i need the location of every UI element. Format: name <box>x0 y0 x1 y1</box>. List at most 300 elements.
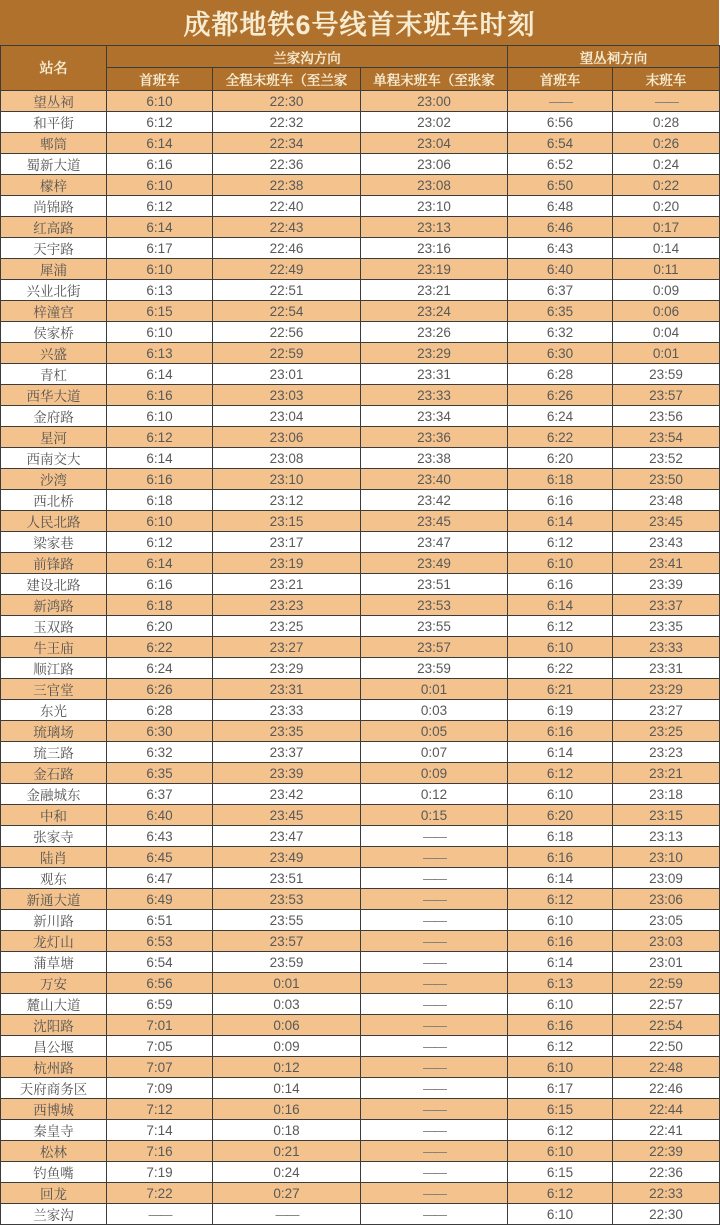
time-cell: 6:22 <box>508 427 613 448</box>
time-cell: 0:09 <box>613 280 720 301</box>
station-name-cell: 中和 <box>1 805 107 826</box>
time-cell: 6:18 <box>107 595 213 616</box>
time-cell: 6:54 <box>508 133 613 154</box>
time-cell: 6:10 <box>107 322 213 343</box>
time-cell: 6:19 <box>508 700 613 721</box>
time-cell: 6:37 <box>508 280 613 301</box>
time-cell: 23:04 <box>213 406 361 427</box>
table-row <box>1 1162 720 1183</box>
station-name-cell: 万安 <box>1 973 107 994</box>
time-cell: —— <box>361 973 508 994</box>
time-cell: 7:14 <box>107 1120 213 1141</box>
time-cell: 7:19 <box>107 1162 213 1183</box>
table-row <box>1 385 720 406</box>
time-cell: 23:42 <box>361 490 508 511</box>
station-column-header: 站名 <box>1 46 107 91</box>
time-cell: 0:09 <box>361 763 508 784</box>
table-row <box>1 637 720 658</box>
time-cell: 22:59 <box>613 973 720 994</box>
time-cell: 23:33 <box>213 700 361 721</box>
station-name-cell: 和平街 <box>1 112 107 133</box>
table-row <box>1 238 720 259</box>
time-cell: 6:10 <box>107 175 213 196</box>
table-row <box>1 574 720 595</box>
table-row <box>1 259 720 280</box>
station-name-cell: 琉璃场 <box>1 721 107 742</box>
time-cell: 6:24 <box>107 658 213 679</box>
time-cell: 23:31 <box>613 658 720 679</box>
time-cell: 6:16 <box>508 931 613 952</box>
table-row <box>1 427 720 448</box>
time-cell: —— <box>361 994 508 1015</box>
time-cell: 6:52 <box>508 154 613 175</box>
time-cell: 23:13 <box>613 826 720 847</box>
right-last-train-header: 末班车 <box>613 68 720 91</box>
time-cell: 23:39 <box>213 763 361 784</box>
time-cell: 22:33 <box>613 1183 720 1204</box>
time-cell: 6:18 <box>508 469 613 490</box>
time-cell: 23:56 <box>613 406 720 427</box>
time-cell: 6:12 <box>508 1120 613 1141</box>
time-cell: 23:35 <box>613 616 720 637</box>
time-cell: 23:01 <box>613 952 720 973</box>
page-title: 成都地铁6号线首末班车时刻 <box>183 10 536 40</box>
time-cell: 6:56 <box>508 112 613 133</box>
time-cell: 0:04 <box>613 322 720 343</box>
time-cell: 0:24 <box>213 1162 361 1183</box>
time-cell: 23:31 <box>213 679 361 700</box>
time-cell: 6:14 <box>508 742 613 763</box>
time-cell: 6:10 <box>508 910 613 931</box>
time-cell: 23:57 <box>613 385 720 406</box>
time-cell: 6:46 <box>508 217 613 238</box>
time-cell: 6:14 <box>508 595 613 616</box>
time-cell: 23:08 <box>213 448 361 469</box>
time-cell: 7:12 <box>107 1099 213 1120</box>
table-row <box>1 196 720 217</box>
time-cell: 0:11 <box>613 259 720 280</box>
station-name-cell: 新川路 <box>1 910 107 931</box>
time-cell: 23:13 <box>361 217 508 238</box>
table-row <box>1 931 720 952</box>
time-cell: 23:29 <box>613 679 720 700</box>
time-cell: 6:17 <box>508 1078 613 1099</box>
time-cell: 23:19 <box>213 553 361 574</box>
time-cell: 0:03 <box>213 994 361 1015</box>
time-cell: —— <box>361 1162 508 1183</box>
time-cell: 6:10 <box>107 511 213 532</box>
time-cell: 23:23 <box>613 742 720 763</box>
time-cell: 0:20 <box>613 196 720 217</box>
station-name-cell: 兴盛 <box>1 343 107 364</box>
time-cell: 23:21 <box>213 574 361 595</box>
time-cell: 23:39 <box>613 574 720 595</box>
table-row <box>1 889 720 910</box>
timetable-body <box>1 91 720 1225</box>
time-cell: 23:21 <box>613 763 720 784</box>
time-cell: —— <box>361 931 508 952</box>
station-name-cell: 金府路 <box>1 406 107 427</box>
time-cell: 23:37 <box>613 595 720 616</box>
time-cell: 6:14 <box>508 511 613 532</box>
time-cell: —— <box>361 910 508 931</box>
time-cell: 0:01 <box>613 343 720 364</box>
time-cell: 23:55 <box>213 910 361 931</box>
station-name-cell: 郫筒 <box>1 133 107 154</box>
table-row <box>1 511 720 532</box>
station-name-cell: 钓鱼嘴 <box>1 1162 107 1183</box>
time-cell: 6:40 <box>107 805 213 826</box>
time-cell: 23:06 <box>613 889 720 910</box>
time-cell: 22:44 <box>613 1099 720 1120</box>
time-cell: 23:15 <box>213 511 361 532</box>
time-cell: 6:28 <box>107 700 213 721</box>
time-cell: —— <box>361 847 508 868</box>
time-cell: 23:29 <box>361 343 508 364</box>
time-cell: 23:15 <box>613 805 720 826</box>
time-cell: 6:16 <box>508 847 613 868</box>
table-row <box>1 1036 720 1057</box>
time-cell: 23:08 <box>361 175 508 196</box>
time-cell: 7:09 <box>107 1078 213 1099</box>
time-cell: 6:54 <box>107 952 213 973</box>
station-name-cell: 侯家桥 <box>1 322 107 343</box>
time-cell: 6:51 <box>107 910 213 931</box>
time-cell: 23:51 <box>361 574 508 595</box>
time-cell: 0:24 <box>613 154 720 175</box>
right-first-train-header: 首班车 <box>508 68 613 91</box>
time-cell: 23:19 <box>361 259 508 280</box>
time-cell: 6:10 <box>508 994 613 1015</box>
table-row <box>1 700 720 721</box>
time-cell: 6:56 <box>107 973 213 994</box>
time-cell: 23:45 <box>613 511 720 532</box>
station-name-cell: 梁家巷 <box>1 532 107 553</box>
left-short-last-train-header: 单程末班车（至张家 <box>361 68 508 91</box>
time-cell: 0:14 <box>213 1078 361 1099</box>
time-cell: 22:48 <box>613 1057 720 1078</box>
table-row <box>1 742 720 763</box>
direction-right-header: 望丛祠方向 <box>508 46 720 68</box>
time-cell: 6:20 <box>508 448 613 469</box>
time-cell: 7:22 <box>107 1183 213 1204</box>
time-cell: 23:29 <box>213 658 361 679</box>
table-row <box>1 364 720 385</box>
time-cell: 0:18 <box>213 1120 361 1141</box>
time-cell: 6:30 <box>107 721 213 742</box>
table-row <box>1 595 720 616</box>
table-row <box>1 301 720 322</box>
station-name-cell: 前锋路 <box>1 553 107 574</box>
time-cell: 22:50 <box>613 1036 720 1057</box>
direction-header-row <box>1 46 720 68</box>
time-cell: 23:03 <box>213 385 361 406</box>
time-cell: —— <box>508 91 613 112</box>
time-cell: 6:49 <box>107 889 213 910</box>
time-cell: 22:56 <box>213 322 361 343</box>
time-cell: 6:22 <box>107 637 213 658</box>
time-cell: 6:13 <box>107 280 213 301</box>
time-cell: 23:45 <box>361 511 508 532</box>
time-cell: 6:13 <box>508 973 613 994</box>
station-name-cell: 麓山大道 <box>1 994 107 1015</box>
time-cell: 6:14 <box>107 217 213 238</box>
table-row <box>1 91 720 112</box>
time-cell: 6:12 <box>508 763 613 784</box>
table-row <box>1 553 720 574</box>
time-cell: —— <box>361 868 508 889</box>
time-cell: 23:50 <box>613 469 720 490</box>
time-cell: 6:12 <box>508 532 613 553</box>
time-cell: 22:51 <box>213 280 361 301</box>
time-cell: 6:10 <box>508 637 613 658</box>
station-name-cell: 青杠 <box>1 364 107 385</box>
time-cell: 22:54 <box>213 301 361 322</box>
time-cell: 23:17 <box>213 532 361 553</box>
time-cell: 23:10 <box>361 196 508 217</box>
time-cell: 23:10 <box>213 469 361 490</box>
time-cell: 6:16 <box>107 385 213 406</box>
time-cell: —— <box>361 1099 508 1120</box>
time-cell: —— <box>361 1015 508 1036</box>
time-cell: 6:10 <box>508 1141 613 1162</box>
time-cell: 23:24 <box>361 301 508 322</box>
table-row <box>1 343 720 364</box>
table-row <box>1 1078 720 1099</box>
time-cell: 6:10 <box>508 1057 613 1078</box>
time-cell: 0:26 <box>613 133 720 154</box>
station-name-cell: 西博城 <box>1 1099 107 1120</box>
station-name-cell: 回龙 <box>1 1183 107 1204</box>
time-cell: 23:02 <box>361 112 508 133</box>
time-cell: 0:28 <box>613 112 720 133</box>
station-name-cell: 沈阳路 <box>1 1015 107 1036</box>
time-cell: 6:10 <box>508 1204 613 1225</box>
time-cell: —— <box>361 826 508 847</box>
time-cell: 6:12 <box>508 1036 613 1057</box>
station-name-cell: 三官堂 <box>1 679 107 700</box>
time-cell: 22:43 <box>213 217 361 238</box>
time-cell: 23:09 <box>613 868 720 889</box>
time-cell: 23:26 <box>361 322 508 343</box>
time-cell: 6:14 <box>107 553 213 574</box>
time-cell: 6:24 <box>508 406 613 427</box>
time-cell: 6:15 <box>107 301 213 322</box>
time-cell: 6:14 <box>508 868 613 889</box>
time-cell: 0:22 <box>613 175 720 196</box>
table-row <box>1 784 720 805</box>
time-cell: 6:21 <box>508 679 613 700</box>
table-row <box>1 469 720 490</box>
time-cell: 23:53 <box>361 595 508 616</box>
time-cell: 0:14 <box>613 238 720 259</box>
time-cell: 23:34 <box>361 406 508 427</box>
time-cell: 6:16 <box>107 154 213 175</box>
station-name-cell: 犀浦 <box>1 259 107 280</box>
station-name-cell: 陆肖 <box>1 847 107 868</box>
table-row <box>1 763 720 784</box>
table-row <box>1 112 720 133</box>
station-name-cell: 西北桥 <box>1 490 107 511</box>
time-cell: 6:18 <box>107 490 213 511</box>
table-row <box>1 1015 720 1036</box>
time-cell: 7:16 <box>107 1141 213 1162</box>
station-name-cell: 琉三路 <box>1 742 107 763</box>
table-row <box>1 1204 720 1225</box>
table-row <box>1 973 720 994</box>
time-cell: —— <box>361 1141 508 1162</box>
time-cell: 6:12 <box>107 427 213 448</box>
time-cell: 6:20 <box>107 616 213 637</box>
time-cell: 23:25 <box>613 721 720 742</box>
time-cell: 23:47 <box>213 826 361 847</box>
time-cell: 23:45 <box>213 805 361 826</box>
table-row <box>1 679 720 700</box>
time-cell: 6:14 <box>508 952 613 973</box>
station-name-cell: 檬梓 <box>1 175 107 196</box>
time-cell: —— <box>361 952 508 973</box>
station-name-cell: 梓潼宫 <box>1 301 107 322</box>
time-cell: 6:43 <box>508 238 613 259</box>
time-cell: 22:57 <box>613 994 720 1015</box>
time-cell: 0:06 <box>613 301 720 322</box>
time-cell: 23:49 <box>213 847 361 868</box>
table-row <box>1 952 720 973</box>
table-row <box>1 175 720 196</box>
time-cell: 23:35 <box>213 721 361 742</box>
station-name-cell: 观东 <box>1 868 107 889</box>
table-row <box>1 847 720 868</box>
time-cell: 0:01 <box>361 679 508 700</box>
time-cell: 6:14 <box>107 448 213 469</box>
time-cell: 23:40 <box>361 469 508 490</box>
time-cell: 6:14 <box>107 133 213 154</box>
time-cell: 23:25 <box>213 616 361 637</box>
time-cell: 22:49 <box>213 259 361 280</box>
time-cell: 0:16 <box>213 1099 361 1120</box>
station-name-cell: 金石路 <box>1 763 107 784</box>
station-name-cell: 尚锦路 <box>1 196 107 217</box>
time-cell: 7:07 <box>107 1057 213 1078</box>
time-cell: 7:01 <box>107 1015 213 1036</box>
time-cell: —— <box>361 1120 508 1141</box>
table-row <box>1 280 720 301</box>
time-cell: 6:14 <box>107 364 213 385</box>
station-name-cell: 蜀新大道 <box>1 154 107 175</box>
station-name-cell: 顺江路 <box>1 658 107 679</box>
table-row <box>1 406 720 427</box>
time-cell: 0:09 <box>213 1036 361 1057</box>
station-name-cell: 牛王庙 <box>1 637 107 658</box>
time-cell: 6:10 <box>508 784 613 805</box>
time-cell: 22:46 <box>613 1078 720 1099</box>
station-name-cell: 兰家沟 <box>1 1204 107 1225</box>
time-cell: 23:53 <box>213 889 361 910</box>
title-banner <box>0 0 719 45</box>
time-cell: 23:54 <box>613 427 720 448</box>
station-name-cell: 东光 <box>1 700 107 721</box>
time-cell: —— <box>107 1204 213 1225</box>
time-cell: —— <box>361 1183 508 1204</box>
time-cell: 23:41 <box>613 553 720 574</box>
time-cell: 6:30 <box>508 343 613 364</box>
time-cell: 23:05 <box>613 910 720 931</box>
table-row <box>1 721 720 742</box>
table-row <box>1 658 720 679</box>
time-cell: 23:06 <box>361 154 508 175</box>
time-cell: 23:36 <box>361 427 508 448</box>
table-row <box>1 994 720 1015</box>
time-cell: —— <box>361 1078 508 1099</box>
table-row <box>1 532 720 553</box>
time-cell: 6:16 <box>508 490 613 511</box>
time-cell: 0:06 <box>213 1015 361 1036</box>
time-cell: 6:12 <box>107 112 213 133</box>
table-row <box>1 322 720 343</box>
time-cell: 0:12 <box>213 1057 361 1078</box>
left-full-last-train-header: 全程末班车（至兰家 <box>213 68 361 91</box>
time-cell: 23:04 <box>361 133 508 154</box>
table-row <box>1 616 720 637</box>
station-name-cell: 松林 <box>1 1141 107 1162</box>
time-cell: 6:26 <box>107 679 213 700</box>
time-cell: 0:07 <box>361 742 508 763</box>
time-cell: 23:42 <box>213 784 361 805</box>
time-cell: 23:48 <box>613 490 720 511</box>
time-cell: 6:26 <box>508 385 613 406</box>
time-cell: 23:38 <box>361 448 508 469</box>
time-cell: 23:59 <box>361 658 508 679</box>
time-cell: 22:54 <box>613 1015 720 1036</box>
time-cell: 6:13 <box>107 343 213 364</box>
table-row <box>1 490 720 511</box>
time-cell: 23:31 <box>361 364 508 385</box>
time-cell: 6:10 <box>107 91 213 112</box>
time-cell: 22:36 <box>613 1162 720 1183</box>
table-row <box>1 1057 720 1078</box>
time-cell: 0:03 <box>361 700 508 721</box>
time-cell: 23:23 <box>213 595 361 616</box>
station-name-cell: 昌公堰 <box>1 1036 107 1057</box>
time-cell: 22:40 <box>213 196 361 217</box>
time-cell: 6:10 <box>107 406 213 427</box>
time-cell: 6:16 <box>508 1015 613 1036</box>
time-cell: 22:46 <box>213 238 361 259</box>
time-cell: —— <box>361 1036 508 1057</box>
table-row <box>1 133 720 154</box>
time-cell: 6:15 <box>508 1099 613 1120</box>
station-name-cell: 星河 <box>1 427 107 448</box>
time-cell: 22:41 <box>613 1120 720 1141</box>
time-cell: 22:39 <box>613 1141 720 1162</box>
time-cell: 23:43 <box>613 532 720 553</box>
time-cell: 0:17 <box>613 217 720 238</box>
time-cell: 6:12 <box>107 532 213 553</box>
time-cell: 6:16 <box>508 721 613 742</box>
time-cell: 6:20 <box>508 805 613 826</box>
station-name-cell: 龙灯山 <box>1 931 107 952</box>
time-cell: 22:34 <box>213 133 361 154</box>
table-row <box>1 1183 720 1204</box>
time-cell: 6:28 <box>508 364 613 385</box>
station-name-cell: 兴业北街 <box>1 280 107 301</box>
time-cell: 6:43 <box>107 826 213 847</box>
table-row <box>1 448 720 469</box>
direction-left-header: 兰家沟方向 <box>107 46 508 68</box>
time-cell: 23:49 <box>361 553 508 574</box>
time-cell: 23:47 <box>361 532 508 553</box>
time-cell: 22:59 <box>213 343 361 364</box>
